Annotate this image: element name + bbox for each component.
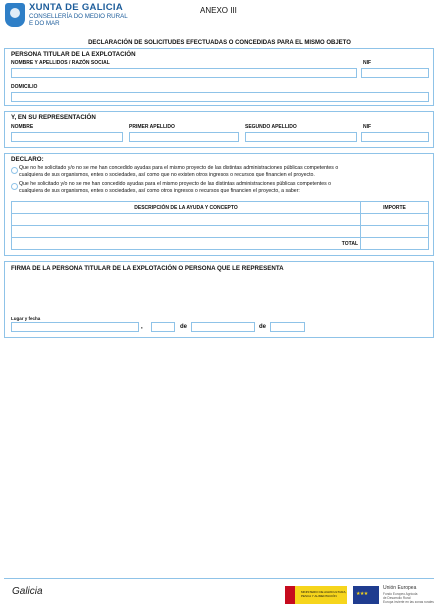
eu-fund-line-2: de Desarrollo Rural [383, 595, 411, 600]
table-header-row [12, 202, 429, 214]
table-row [12, 226, 429, 238]
document-title: DECLARACIÓN DE SOLICITUDES EFECTUADAS O CONCEDIDAS PARA EL MISMO OBJETO [88, 40, 351, 46]
titular-section [4, 48, 434, 106]
description-cell[interactable] [12, 226, 361, 238]
amount-column-header: IMPORTE [361, 202, 429, 214]
rep-surname2-label: SEGUNDO APELLIDO [245, 124, 297, 130]
comma-separator: , [141, 324, 143, 330]
address-label: DOMICILIO [11, 84, 38, 90]
total-label: TOTAL [12, 238, 361, 250]
eu-title: Unión Europea [383, 585, 417, 591]
year-field[interactable] [270, 322, 305, 332]
titular-name-field[interactable] [11, 68, 357, 78]
annex-label: ANEXO III [200, 6, 237, 15]
eu-fund-line-3: Europa invierte en las zonas rurales [383, 599, 434, 604]
titular-nif-field[interactable] [361, 68, 429, 78]
option-no-aid-line-2: cualquiera de sus organismos, entes o sociedades, así como que no existen otros ingresos o recursos que financien el proyecto. [19, 172, 315, 178]
rep-nif-field[interactable] [361, 132, 429, 142]
eu-fund-text [383, 593, 434, 604]
table-row [12, 214, 429, 226]
representative-heading: Y, EN SU REPRESENTACIÓN [11, 114, 96, 121]
table-total-row [12, 238, 429, 250]
rep-surname1-label: PRIMER APELLIDO [129, 124, 175, 130]
place-field[interactable] [11, 322, 139, 332]
rep-name-field[interactable] [11, 132, 123, 142]
galicia-logo: Galicia [12, 586, 43, 597]
description-column-header: DESCRIPCIÓN DE LA AYUDA Y CONCEPTO [12, 202, 361, 214]
option-aid-line-2: cualquiera de sus organismos, entes o sociedades, así como otros ingresos o recursos que financien el proyecto, a saber: [19, 188, 300, 194]
signature-heading: FIRMA DE LA PERSONA TITULAR DE LA EXPLOTACIÓN O PERSONA QUE LE REPRESENTA [11, 265, 284, 272]
declaration-section [4, 153, 434, 256]
aid-table [11, 201, 429, 250]
day-field[interactable] [151, 322, 175, 332]
declaration-heading: DECLARO: [11, 156, 44, 163]
department-name [29, 13, 128, 27]
eu-fund-line-1: Fondo Europeo Agrícola [383, 592, 418, 596]
department-line-1: CONSELLERÍA DO MEDIO RURAL [29, 13, 128, 20]
ministry-name: MINISTERIO DE AGRICULTURA, PESCA Y ALIMENTACIÓN [301, 590, 347, 598]
amount-cell[interactable] [361, 214, 429, 226]
name-label: NOMBRE Y APELLIDOS / RAZÓN SOCIAL [11, 60, 110, 66]
description-cell[interactable] [12, 214, 361, 226]
signature-section [4, 261, 434, 338]
footer-divider [4, 578, 434, 579]
eu-flag-icon [353, 586, 379, 604]
option-no-aid-text [19, 165, 431, 179]
rep-surname2-field[interactable] [245, 132, 357, 142]
rep-surname1-field[interactable] [129, 132, 239, 142]
option-no-aid-line-1: Que no he solicitado y/o no se me han concedido ayudas para el mismo proyecto de las distintas administraciones públicas competentes o [19, 165, 339, 171]
xunta-emblem-icon [5, 3, 25, 27]
amount-cell[interactable] [361, 226, 429, 238]
rep-name-label: NOMBRE [11, 124, 34, 130]
department-line-2: E DO MAR [29, 20, 60, 27]
titular-nif-label: NIF [363, 60, 372, 66]
brand-name: XUNTA DE GALICIA [29, 2, 123, 13]
de-separator-1: de [180, 324, 188, 330]
place-date-label: Lugar y fecha [11, 316, 41, 321]
option-aid-text [19, 181, 431, 195]
representative-section [4, 111, 434, 148]
option-aid-radio[interactable] [11, 183, 18, 190]
month-field[interactable] [191, 322, 255, 332]
total-amount-cell[interactable] [361, 238, 429, 250]
de-separator-2: de [259, 324, 267, 330]
address-field[interactable] [11, 92, 429, 102]
rep-nif-label: NIF [363, 124, 372, 130]
option-no-aid-radio[interactable] [11, 167, 18, 174]
spain-ministry-logo-icon [285, 586, 347, 604]
titular-heading: PERSONA TITULAR DE LA EXPLOTACIÓN [11, 51, 136, 58]
option-aid-line-1: Que he solicitado y/o no se me han concedido ayudas para el mismo proyecto de las distintas administraciones públicas competentes o [19, 181, 331, 187]
